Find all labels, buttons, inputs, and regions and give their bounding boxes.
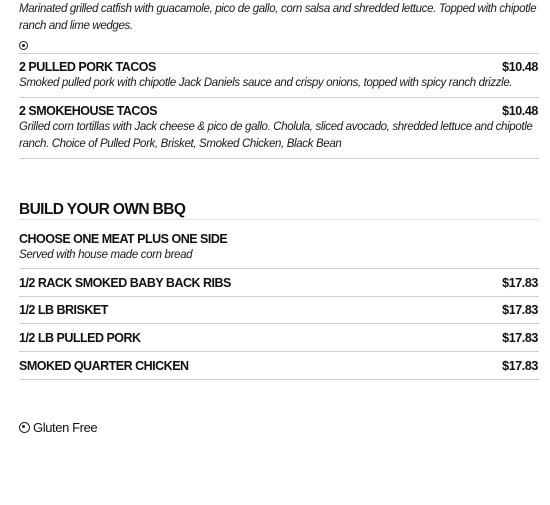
smokehouse-tacos-item xyxy=(19,104,539,153)
gluten-free-icon xyxy=(19,422,30,433)
item-name: 2 SMOKEHOUSE TACOS xyxy=(19,104,158,118)
gluten-free-legend xyxy=(19,419,97,437)
list-item xyxy=(19,276,539,290)
gluten-free-icon xyxy=(19,41,28,50)
item-price: $17.83 xyxy=(502,331,538,345)
pulled-pork-tacos-item xyxy=(19,60,539,92)
divider xyxy=(19,379,539,380)
item-price: $17.83 xyxy=(502,276,538,290)
note-title: CHOOSE ONE MEAT PLUS ONE SIDE xyxy=(19,232,228,246)
item-price: $10.48 xyxy=(502,60,538,74)
divider xyxy=(19,323,539,324)
note-description: Served with house made corn bread xyxy=(19,249,193,261)
item-description: Smoked pulled pork with chipotle Jack Daniels sauce and crispy onions, topped with spicy ranch drizzle. xyxy=(19,77,513,89)
item-name: 1/2 RACK SMOKED BABY BACK RIBS xyxy=(19,276,231,290)
catfish-item xyxy=(19,1,539,55)
item-name: SMOKED QUARTER CHICKEN xyxy=(19,359,189,373)
divider xyxy=(19,351,539,352)
list-item xyxy=(19,303,539,317)
item-description: Grilled corn tortillas with Jack cheese & pico de gallo. Cholula, sliced avocado, shredded lettuce and chipotle ranch. Choice of Pulled Pork, Brisket, Smoked Chicken, Black Bean xyxy=(19,121,533,150)
divider xyxy=(19,268,539,269)
bbq-note xyxy=(19,232,539,264)
divider xyxy=(19,97,539,98)
divider xyxy=(19,53,539,54)
item-name: 1/2 LB PULLED PORK xyxy=(19,331,141,345)
item-price: $17.83 xyxy=(502,303,538,317)
section-divider xyxy=(19,219,539,220)
divider xyxy=(19,158,539,159)
item-name: 2 PULLED PORK TACOS xyxy=(19,60,156,74)
list-item xyxy=(19,359,539,373)
section-title: BUILD YOUR OWN BBQ xyxy=(19,201,186,218)
item-price: $17.83 xyxy=(502,359,538,373)
item-price: $10.48 xyxy=(502,104,538,118)
legend-label: Gluten Free xyxy=(33,420,98,436)
list-item xyxy=(19,331,539,345)
divider xyxy=(19,296,539,297)
item-name: 1/2 LB BRISKET xyxy=(19,303,108,317)
catfish-description: Marinated grilled catfish with guacamole, pico de gallo, corn salsa and shredded lettuce. Topped with chipotle ranch and lime wedges. xyxy=(19,3,537,32)
